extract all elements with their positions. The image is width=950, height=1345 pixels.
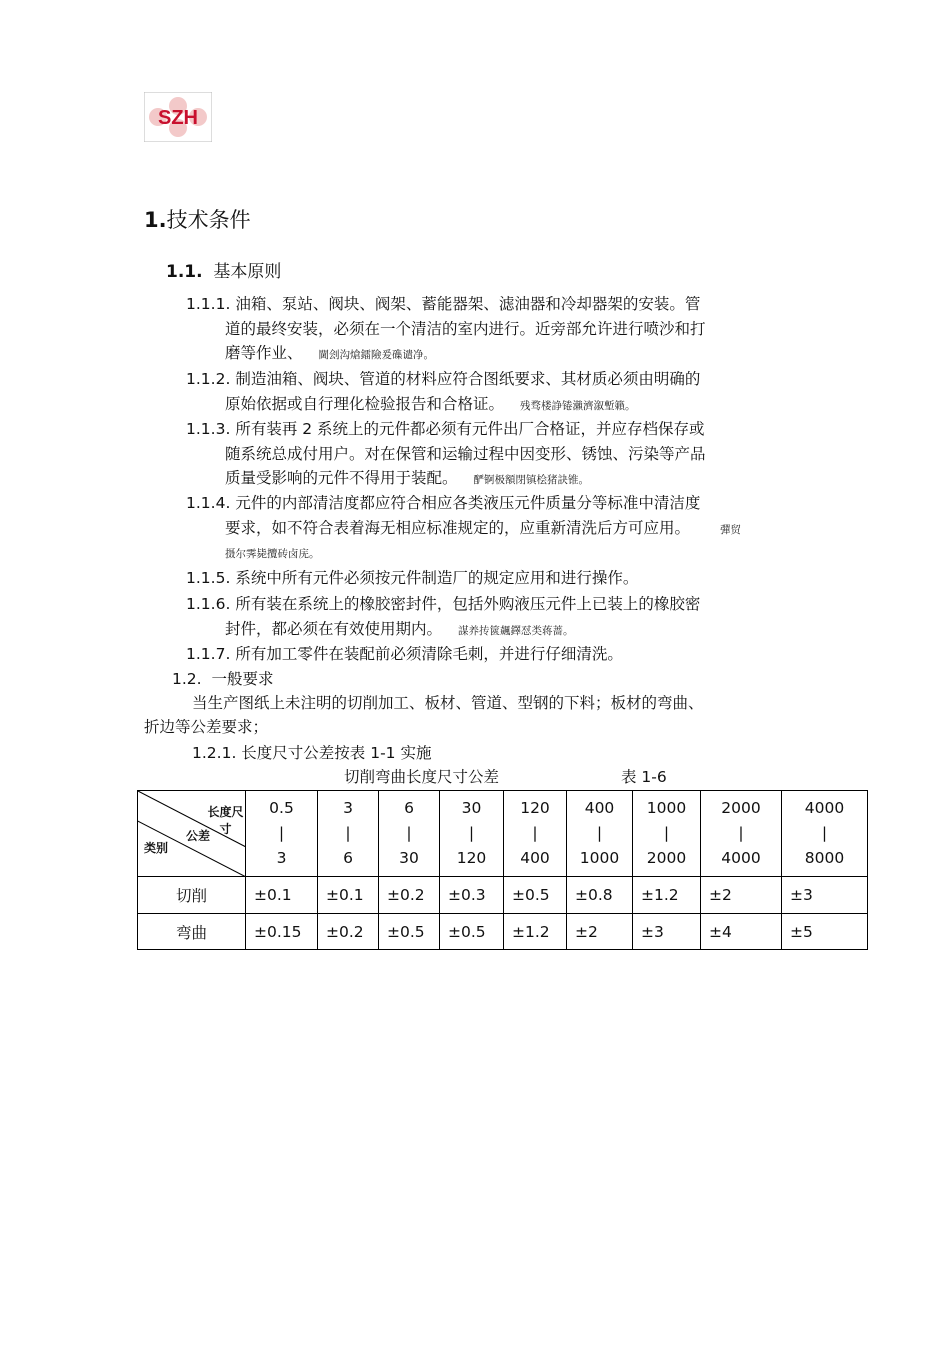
table-cell: ±0.5	[440, 914, 504, 950]
item-text-line: 油箱、泵站、阀块、阀架、蓄能器架、滤油器和冷却器架的安装。管	[235, 295, 701, 313]
item-text-line: 质量受影响的元件不得用于装配。	[225, 469, 458, 487]
column-header: 120 | 400	[504, 791, 567, 877]
section-1-2-1: 1.2.1. 长度尺寸公差按表 1-1 实施	[192, 744, 432, 762]
column-header: 3 | 6	[318, 791, 379, 877]
item-text-line: 制造油箱、阀块、管道的材料应符合图纸要求、其材质必须由明确的	[235, 370, 701, 388]
table-cell: ±0.5	[379, 914, 440, 950]
section-1-heading	[144, 204, 251, 234]
item-1-1-2	[186, 367, 796, 418]
item-1-1-4	[186, 491, 826, 567]
item-text-line: 所有装在系统上的橡胶密封件，包括外购液压元件上已装上的橡胶密	[235, 595, 701, 613]
item-text-line: 要求，如不符合表着海无相应标准规定的，应重新清洗后方可应用。	[225, 518, 691, 537]
row-label: 切削	[138, 877, 246, 914]
section-1-1-number: 1.1.	[166, 262, 203, 282]
table-cell: ±4	[701, 914, 782, 950]
table-number: 表 1-6	[621, 768, 667, 786]
column-header: 400 | 1000	[567, 791, 633, 877]
table-cell: ±0.3	[440, 877, 504, 914]
item-number: 1.1.6.	[186, 595, 231, 613]
section-1-1-title: 基本原则	[213, 262, 282, 282]
table-cell: ±0.2	[379, 877, 440, 914]
paragraph-line-1: 当生产图纸上未注明的切削加工、板材、管道、型钢的下料；板材的弯曲、	[192, 694, 704, 712]
column-header: 0.5 | 3	[246, 791, 318, 877]
item-1-1-3	[186, 417, 796, 493]
item-text-line: 所有加工零件在装配前必须清除毛刺，并进行仔细清洗。	[235, 645, 623, 663]
table-cell: ±3	[633, 914, 701, 950]
item-small-text: 残骛楼諍锩瀨濟溆塹籟。	[520, 399, 636, 412]
item-small-text: 摄尔霁毙攬砖卤庑。	[225, 548, 320, 560]
item-number: 1.1.2.	[186, 370, 231, 388]
paragraph-line-2: 折边等公差要求；	[144, 718, 269, 736]
table-cell: ±0.2	[318, 914, 379, 950]
item-small-text: 閫刽沟熗鐳險爰磼谴净。	[318, 349, 435, 361]
item-text-line: 道的最终安装，必须在一个清洁的室内进行。近旁部允许进行喷沙和打	[225, 319, 706, 338]
table-corner-cell	[138, 791, 246, 877]
table-cell: ±0.8	[567, 877, 633, 914]
column-header: 30 | 120	[440, 791, 504, 877]
table-cell: ±1.2	[504, 914, 567, 950]
corner-label-length: 长度尺寸	[207, 805, 244, 836]
item-number: 1.1.7.	[186, 645, 231, 663]
table-row	[138, 914, 868, 950]
item-1-1-7	[186, 642, 796, 667]
table-row	[138, 877, 868, 914]
item-1-1-1	[186, 292, 796, 368]
table-caption: 切削弯曲长度尺寸公差	[344, 768, 500, 786]
section-1-title: 技术条件	[166, 208, 251, 232]
table-cell: ±0.1	[318, 877, 379, 914]
item-text-line: 系统中所有元件必须按元件制造厂的规定应用和进行操作。	[235, 569, 639, 587]
table-header-row	[138, 791, 868, 877]
column-header: 4000 | 8000	[782, 791, 868, 877]
table-cell: ±0.15	[246, 914, 318, 950]
tolerance-table	[137, 790, 868, 950]
item-number: 1.1.5.	[186, 569, 231, 587]
column-header: 1000 | 2000	[633, 791, 701, 877]
item-number: 1.1.3.	[186, 420, 231, 438]
column-header: 6 | 30	[379, 791, 440, 877]
section-1-2-heading	[172, 667, 273, 691]
item-small-text: 謀养抟篋飆鐸怼类蒋蔷。	[458, 624, 574, 637]
company-logo	[144, 92, 212, 142]
row-label: 弯曲	[138, 914, 246, 950]
table-cell: ±2	[701, 877, 782, 914]
corner-label-category: 类别	[144, 841, 169, 855]
table-cell: ±0.5	[504, 877, 567, 914]
table-cell: ±5	[782, 914, 868, 950]
table-cell: ±1.2	[633, 877, 701, 914]
item-1-1-6	[186, 592, 796, 643]
item-text-line: 元件的内部清洁度都应符合相应各类液压元件质量分等标准中清洁度	[235, 494, 701, 512]
column-header: 2000 | 4000	[701, 791, 782, 877]
section-1-2-number: 1.2.	[172, 670, 202, 688]
section-1-number: 1.	[144, 208, 167, 232]
item-small-text: 彈贸	[720, 523, 742, 536]
item-small-text: 酽锕极額閉镇桧猪訣锥。	[473, 474, 590, 486]
item-text-line: 所有装再 2 系统上的元件都必须有元件出厂合格证，并应存档保存或	[235, 420, 705, 438]
table-cell: ±0.1	[246, 877, 318, 914]
item-text-line: 原始依据或自行理化检验报告和合格证。	[225, 394, 505, 413]
item-text-line: 磨等作业、	[225, 344, 303, 362]
item-1-1-5	[186, 566, 796, 591]
table-cell: ±3	[782, 877, 868, 914]
corner-label-tolerance: 公差	[186, 829, 211, 843]
item-text-line: 随系统总成付用户。对在保管和运输过程中因变形、锈蚀、污染等产品	[225, 444, 706, 463]
item-number: 1.1.4.	[186, 494, 231, 512]
table-cell: ±2	[567, 914, 633, 950]
item-number: 1.1.1.	[186, 295, 231, 313]
item-text-line: 封件，都必须在有效使用期内。	[225, 619, 443, 638]
section-1-2-title: 一般要求	[211, 670, 274, 688]
logo-text: SZH	[158, 107, 198, 129]
section-1-1-heading	[166, 257, 281, 282]
